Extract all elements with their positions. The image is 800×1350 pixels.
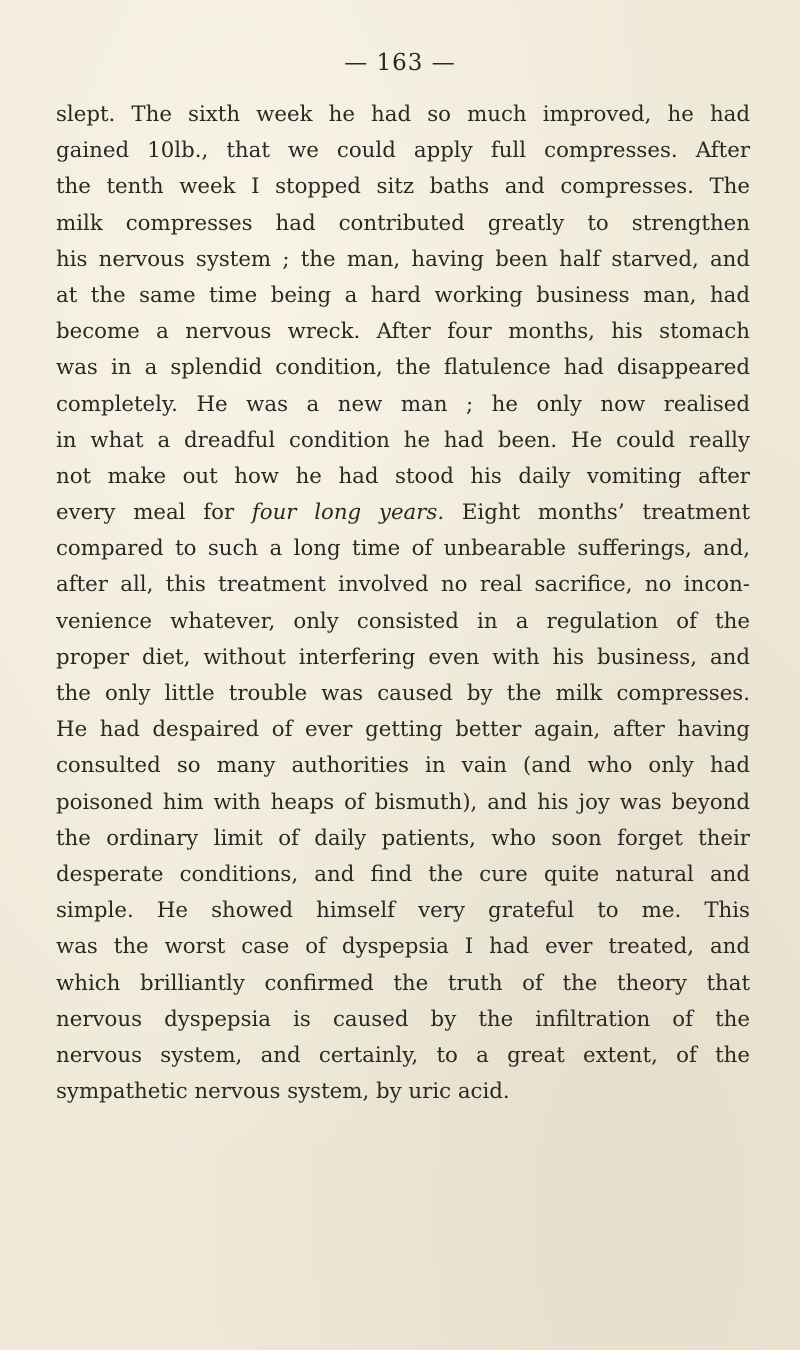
text-line: after all, this treatment involved no real sacrifice, no incon- xyxy=(56,572,750,598)
text-line: consulted so many authorities in vain (and who only had xyxy=(56,753,750,779)
text-line: compared to such a long time of unbearable sufferings, and, xyxy=(56,536,750,562)
text-line: desperate conditions, and find the cure quite natural and xyxy=(56,861,750,887)
text-line: simple. He showed himself very grateful to me. This xyxy=(56,898,750,924)
text-line: nervous dyspepsia is caused by the infiltration of the xyxy=(56,1006,750,1032)
text-line: venience whatever, only consisted in a regulation of the xyxy=(56,608,750,634)
text-line: the only little trouble was caused by the milk compresses. xyxy=(56,681,750,706)
text-line: was the worst case of dyspepsia I had ever treated, and xyxy=(56,934,750,960)
page-number: — 163 — xyxy=(344,50,456,76)
body-text xyxy=(56,97,750,1110)
text-line: which brilliantly confirmed the truth of the theory that xyxy=(56,970,750,996)
text-line: his nervous system ; the man, having been half starved, and xyxy=(56,246,750,272)
text-line: gained 10lb., that we could apply full compresses. After xyxy=(56,138,750,164)
text-segment: every meal for xyxy=(56,500,252,526)
text-line: proper diet, without interfering even with his business, and xyxy=(56,644,750,670)
text-line: sympathetic nervous system, by uric acid. xyxy=(56,1079,510,1105)
text-line: at the same time being a hard working business man, had xyxy=(56,282,750,308)
italic-phrase: four long years. xyxy=(251,500,445,526)
text-line-with-italic xyxy=(56,495,750,531)
text-line: not make out how he had stood his daily vomiting after xyxy=(56,463,750,489)
text-line: poisoned him with heaps of bismuth), and his joy was beyond xyxy=(56,789,750,815)
text-line: the ordinary limit of daily patients, who soon forget their xyxy=(56,825,750,851)
text-line: completely. He was a new man ; he only now realised xyxy=(56,391,750,417)
text-line: was in a splendid condition, the flatulence had disappeared xyxy=(56,355,750,381)
text-line: become a nervous wreck. After four months, his stomach xyxy=(56,319,750,345)
text-segment: Eight months’ treatment xyxy=(444,500,750,526)
text-line: He had despaired of ever getting better again, after having xyxy=(56,717,750,743)
text-line: in what a dreadful condition he had been. He could really xyxy=(56,427,750,453)
text-line: the tenth week I stopped sitz baths and compresses. The xyxy=(56,174,750,200)
text-line: milk compresses had contributed greatly to strengthen xyxy=(56,210,750,236)
text-line: slept. The sixth week he had so much improved, he had xyxy=(56,102,750,127)
text-line: nervous system, and certainly, to a great extent, of the xyxy=(56,1042,750,1068)
